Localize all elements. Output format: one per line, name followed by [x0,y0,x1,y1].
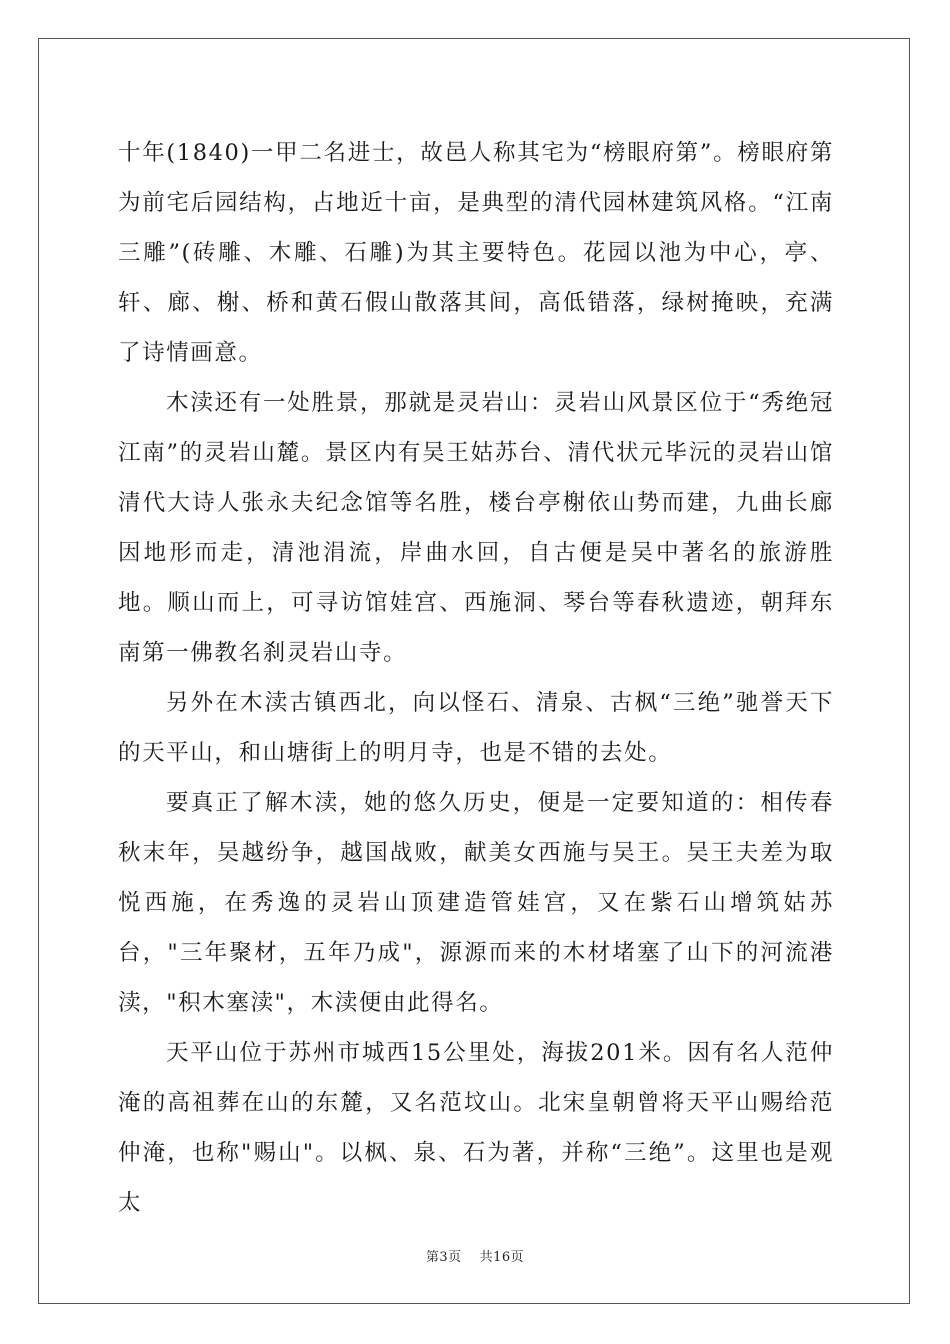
paragraph: 木渎还有一处胜景，那就是灵岩山：灵岩山风景区位于“秀绝冠江南”的灵岩山麓。景区内有吴王姑苏台、清代状元毕沅的灵岩山馆清代大诗人张永夫纪念馆等名胜，楼台亭榭依山势而建，九曲长廊因地形而走，清池涓流，岸曲水回，自古便是吴中著名的旅游胜地。顺山而上，可寻访馆娃宫、西施洞、琴台等春秋遗迹，朝拜东南第一佛教名刹灵岩山寺。 [118,390,834,666]
document-body [118,128,834,1228]
page-footer [0,1246,950,1265]
paragraph: 天平山位于苏州市城西15公里处，海拔201米。因有名人范仲淹的高祖葬在山的东麓，又名范坟山。北宋皇朝曾将天平山赐给范仲淹，也称"赐山"。以枫、泉、石为著，并称“三绝”。这里也是观太 [118,1040,834,1216]
paragraph: 要真正了解木渎，她的悠久历史，便是一定要知道的：相传春秋末年，吴越纷争，越国战败，献美女西施与吴王。吴王夫差为取悦西施，在秀逸的灵岩山顶建造管娃宫，又在紫石山增筑姑苏台，"三年聚材，五年乃成"，源源而来的木材堵塞了山下的河流港渎，"积木塞渎"，木渎便由此得名。 [118,790,834,1016]
page-number: 第3页 [425,1250,462,1265]
page-total: 共16页 [479,1250,525,1265]
paragraph: 十年(1840)一甲二名进士，故邑人称其宅为“榜眼府第”。榜眼府第为前宅后园结构，占地近十亩，是典型的清代园林建筑风格。“江南三雕”(砖雕、木雕、石雕)为其主要特色。花园以池为中心，亭、轩、廊、榭、桥和黄石假山散落其间，高低错落，绿树掩映，充满了诗情画意。 [118,140,834,366]
paragraph: 另外在木渎古镇西北，向以怪石、清泉、古枫“三绝”驰誉天下的天平山，和山塘街上的明月寺，也是不错的去处。 [118,690,834,766]
